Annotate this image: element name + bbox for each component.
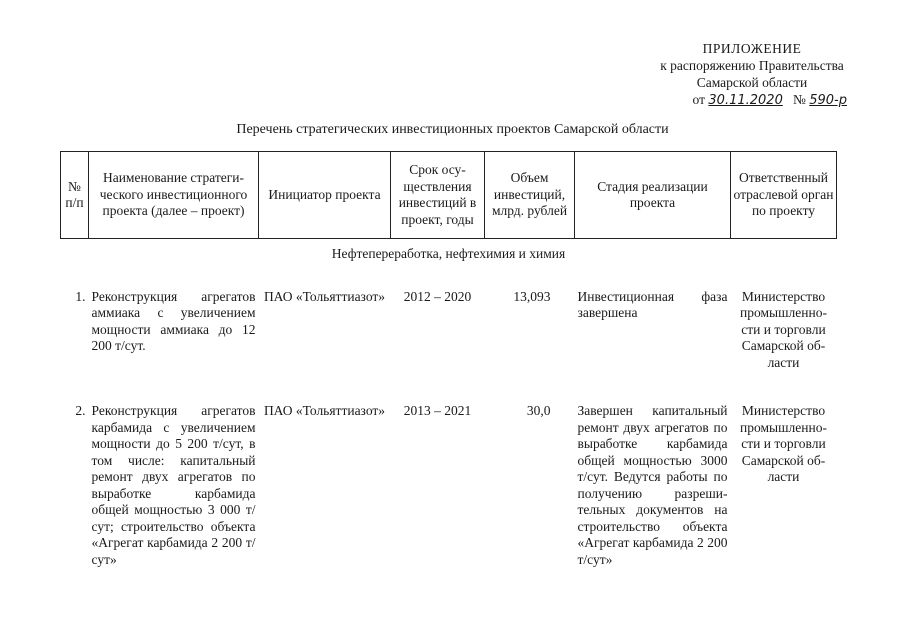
header-number: № п/п <box>61 152 89 239</box>
table-row <box>61 289 837 404</box>
header-stage: Стадия реализации проекта <box>575 152 731 239</box>
approval-block <box>617 40 847 109</box>
row-stage: Инвестиционная фаза завершена <box>577 288 728 320</box>
row-period: 2012 – 2020 <box>403 288 472 304</box>
projects-table <box>60 151 837 568</box>
row-number: 1. <box>75 288 86 304</box>
handwritten-date: 30.11.2020 <box>708 93 783 108</box>
table-row <box>61 403 837 568</box>
header-authority: Ответственный отраслевой орган по проекту <box>731 152 837 239</box>
list-title: Перечень стратегических инвестиционных проектов Самарской области <box>236 122 669 137</box>
row-volume: 30,0 <box>526 403 551 418</box>
row-period: 2013 – 2021 <box>403 403 472 418</box>
header-initiator: Инициатор проекта <box>259 152 391 239</box>
handwritten-number: 590-р <box>809 93 847 108</box>
header-project-name: Наименование стратегического инвестиционного проекта (далее – проект) <box>89 152 259 239</box>
row-authority: Министерство промышленности и торговли Самарской области <box>740 403 827 484</box>
row-authority: Министерство промышленности и торговли Самарской области <box>740 288 827 370</box>
date-prefix: от <box>692 92 706 107</box>
table-header-row <box>61 152 837 239</box>
header-volume: Объем инвестиций, млрд. рублей <box>485 152 575 239</box>
section-title: Нефтепереработка, нефтехимия и химия <box>331 246 566 261</box>
row-initiator: ПАО «Тольяттиазот» <box>263 403 386 418</box>
row-project-name: Реконструкция агрегатов карбамида с увеличением мощности до 5 200 т/сут, в том числе: капитальный ремонт двух агрегатов по выработке карбамида общей мощностью 3 000 т/сут; строительство объекта «Агрегат карбамида 2 200 т/сут» <box>91 403 256 567</box>
row-stage: Завершен капитальный ремонт двух агрегатов по выработке карбамида общей мощностью 3000 т/сут. Ведутся работы по получению разрешительных документов на строительство объекта «Агрегат карбамида 2 200 т/сут» <box>577 403 728 567</box>
header-period: Срок осуществления инвестиций в проект, годы <box>391 152 485 239</box>
section-row <box>61 239 837 289</box>
row-initiator: ПАО «Тольяттиазот» <box>263 288 386 304</box>
row-volume: 13,093 <box>513 288 551 304</box>
approval-line-1: к распоряжению Правительства <box>660 58 844 73</box>
approval-line-2: Самарской области <box>696 75 808 90</box>
appendix-title: ПРИЛОЖЕНИЕ <box>702 41 802 56</box>
row-number: 2. <box>75 403 86 418</box>
number-prefix: № <box>792 92 806 107</box>
row-project-name: Реконструкция агрегатов аммиака с увеличением мощности аммиака до 12 200 т/сут. <box>91 288 256 353</box>
approval-date-line <box>617 91 847 109</box>
